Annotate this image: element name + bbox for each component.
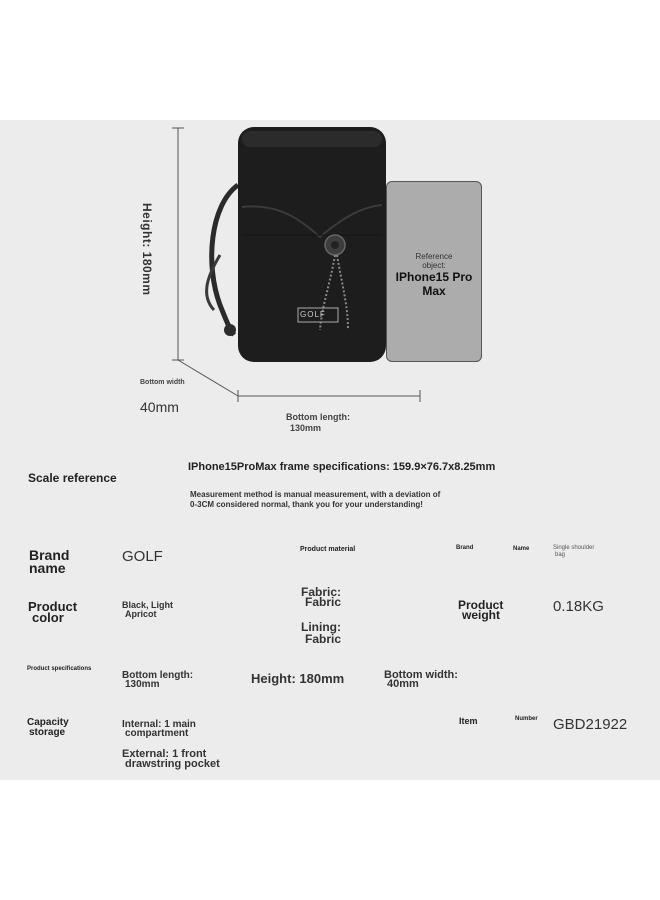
name-small-label: Name: [513, 546, 530, 552]
spec-bottom-length-line1: Bottom length:: [122, 670, 194, 681]
internal-line1: Internal: 1 main: [122, 719, 196, 730]
brand-label-line1: Brand: [29, 547, 70, 563]
bag-logo: GOLF: [300, 310, 326, 319]
brand-small-label: Brand: [456, 545, 474, 551]
internal-compartment: [122, 720, 196, 738]
scale-note-line2: 0-3CM considered normal, thank you for your understanding!: [190, 500, 423, 509]
color-label-line1: Product: [28, 599, 78, 614]
capacity-label-line2: storage: [29, 727, 66, 738]
bottom-length-value: 130mm: [290, 423, 322, 433]
weight-label-line1: Product: [458, 598, 504, 612]
bottom-width-label: Bottom width: [140, 379, 185, 386]
fabric-label-line2: Fabric: [305, 595, 342, 609]
name-value-line2: bag: [555, 552, 566, 558]
product-color-label: [28, 601, 77, 623]
capacity-storage-label: [27, 718, 69, 738]
reference-small-line1: Reference: [415, 252, 453, 261]
brand-value: GOLF: [122, 548, 163, 565]
shoulder-bag-image: [190, 125, 390, 370]
capacity-label-line1: Capacity: [27, 717, 69, 728]
color-value-line2: Apricot: [125, 609, 157, 619]
spec-height: Height: 180mm: [251, 671, 345, 686]
reference-title-line2: Max: [422, 284, 446, 298]
spec-bottom-length: [122, 671, 193, 689]
internal-line2: compartment: [125, 728, 189, 739]
spec-bottom-width: [384, 671, 458, 689]
product-color-value: [122, 601, 173, 619]
product-weight-value: 0.18KG: [553, 598, 604, 615]
number-label: Number: [515, 716, 538, 722]
item-number-value: GBD21922: [553, 716, 628, 733]
brand-name-label: [29, 549, 69, 575]
external-pocket: [122, 749, 220, 769]
brand-label-line2: name: [29, 560, 66, 576]
product-material-label: Product material: [300, 546, 356, 553]
lining-label-line1: Lining:: [301, 620, 341, 634]
bottom-width-value: 40mm: [140, 399, 179, 415]
reference-title-line1: IPhone15 Pro: [395, 270, 473, 284]
weight-label-line2: weight: [462, 608, 500, 622]
fabric-label-line1: Fabric:: [301, 585, 342, 599]
external-line1: External: 1 front: [122, 748, 207, 760]
height-dimension-label: Height: 180mm: [140, 203, 154, 296]
name-value-line1: Single shoulder: [553, 545, 595, 551]
scale-reference-label: Scale reference: [28, 471, 117, 485]
lining-label: [301, 621, 341, 645]
product-specifications-label: Product specifications: [27, 666, 92, 672]
reference-phone-card: [386, 181, 482, 362]
scale-note-line1: Measurement method is manual measurement, with a deviation of: [190, 490, 441, 499]
color-value-line1: Black, Light: [122, 600, 174, 610]
reference-small-line2: object:: [422, 261, 446, 270]
color-label-line2: color: [32, 610, 64, 625]
lining-label-line2: Fabric: [305, 632, 342, 646]
bottom-length-label: Bottom length:: [286, 412, 350, 422]
spec-bottom-width-line2: 40mm: [387, 678, 419, 690]
spec-bottom-length-line2: 130mm: [125, 679, 160, 690]
name-value: [553, 545, 594, 559]
scale-spec-text: IPhone15ProMax frame specifications: 159.9×76.7x8.25mm: [188, 461, 496, 473]
external-line2: drawstring pocket: [125, 758, 220, 770]
product-weight-label: [458, 600, 503, 620]
spec-bottom-width-line1: Bottom width:: [384, 669, 458, 681]
fabric-label: [301, 587, 341, 607]
item-label: Item: [459, 716, 478, 726]
